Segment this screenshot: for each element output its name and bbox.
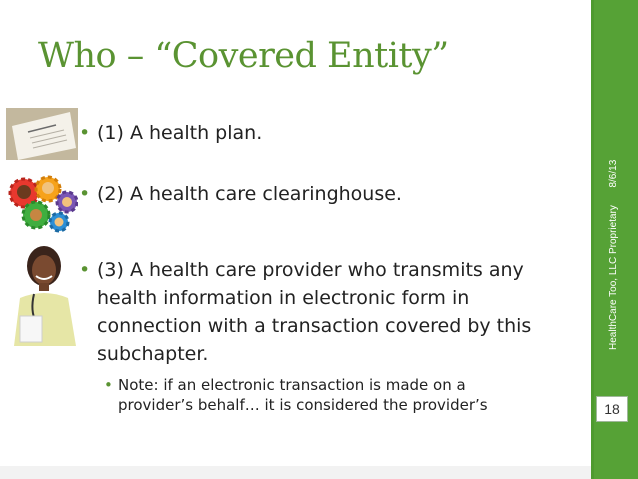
footer-text: HealthCare Too, LLC Proprietary <box>608 205 619 350</box>
health-insurance-document-image <box>6 108 78 160</box>
bullet-line: subchapter. <box>97 343 209 365</box>
nurse-image <box>6 236 78 346</box>
bullet-item-3 <box>79 256 532 368</box>
date-text: 8/6/13 <box>608 159 619 188</box>
bullet-line: (3) A health care provider who transmits any <box>97 259 524 281</box>
bullet-item-1 <box>79 122 263 144</box>
bullet-line: health information in electronic form in <box>97 287 470 309</box>
people-gears-image <box>6 175 78 233</box>
sub-bullet-note <box>104 375 488 415</box>
bullet-line: connection with a transaction covered by this <box>97 315 532 337</box>
bullet-glyph: • <box>79 259 91 281</box>
slide-title: Who – “Covered Entity” <box>38 36 449 76</box>
bullet-glyph: • <box>104 376 113 394</box>
bullet-text: (2) A health care clearinghouse. <box>97 183 402 205</box>
bottom-bar <box>0 466 591 479</box>
bullet-glyph: • <box>79 122 91 144</box>
sidebar-footer <box>595 150 621 350</box>
sub-bullet-line: Note: if an electronic transaction is made on a <box>118 376 466 394</box>
bullet-text: (1) A health plan. <box>97 122 263 144</box>
bullet-glyph: • <box>79 183 91 205</box>
sub-bullet-line: provider’s behalf… it is considered the provider’s <box>118 396 488 414</box>
bullet-item-2 <box>79 183 402 205</box>
slide-number: 18 <box>596 396 628 422</box>
